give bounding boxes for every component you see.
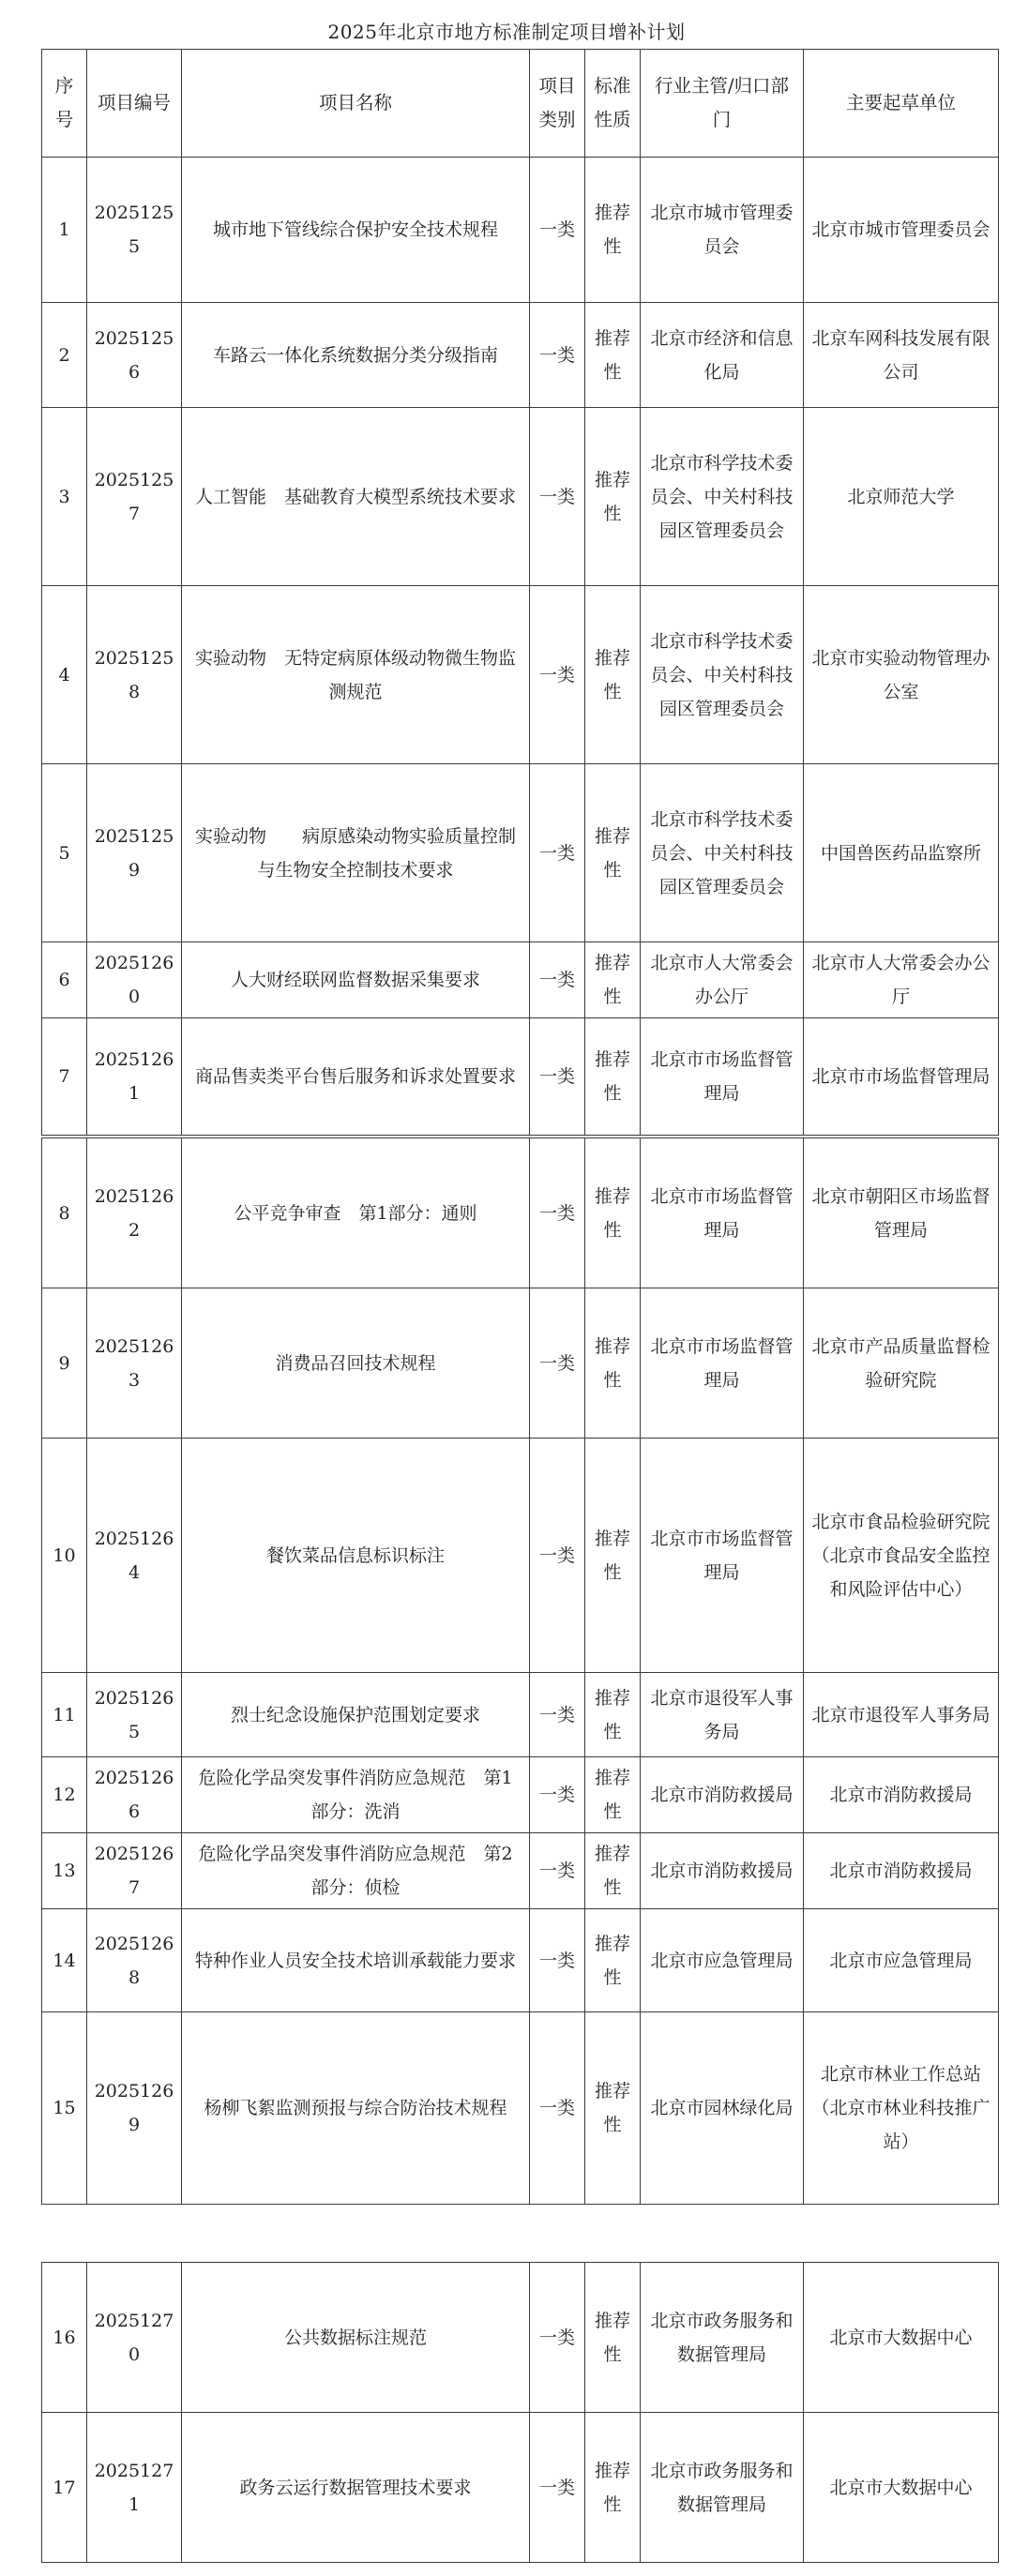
- cell-category: 一类: [530, 1439, 585, 1673]
- cell-category: 一类: [530, 408, 585, 586]
- table-row: [42, 2413, 999, 2563]
- standards-table-page-1: [41, 49, 998, 1136]
- cell-drafter: 北京市大数据中心: [804, 2413, 999, 2563]
- cell-project-code: 20251262: [87, 1138, 182, 1288]
- cell-dept: 北京市城市管理委员会: [641, 158, 804, 303]
- cell-project-code: 20251255: [87, 158, 182, 303]
- cell-project-code: 20251256: [87, 303, 182, 408]
- cell-drafter: 北京市大数据中心: [804, 2263, 999, 2413]
- cell-category: 一类: [530, 2012, 585, 2205]
- cell-seq: 5: [42, 764, 87, 942]
- cell-project-name: 餐饮菜品信息标识标注: [182, 1439, 530, 1673]
- cell-seq: 12: [42, 1757, 87, 1833]
- table-row: [42, 158, 999, 303]
- cell-category: 一类: [530, 1138, 585, 1288]
- cell-drafter: 北京市城市管理委员会: [804, 158, 999, 303]
- table-row: [42, 303, 999, 408]
- cell-dept: 北京市人大常委会办公厅: [641, 942, 804, 1018]
- header-name: 项目名称: [182, 50, 530, 158]
- cell-category: 一类: [530, 2413, 585, 2563]
- header-seq: 序号: [42, 50, 87, 158]
- cell-dept: 北京市市场监督管理局: [641, 1439, 804, 1673]
- cell-nature: 推荐性: [585, 1018, 641, 1136]
- cell-drafter: 北京市市场监督管理局: [804, 1018, 999, 1136]
- cell-dept: 北京市应急管理局: [641, 1909, 804, 2012]
- cell-project-code: 20251269: [87, 2012, 182, 2205]
- cell-dept: 北京市消防救援局: [641, 1833, 804, 1909]
- cell-drafter: 北京市应急管理局: [804, 1909, 999, 2012]
- standards-table-page-3: [41, 2262, 998, 2563]
- cell-nature: 推荐性: [585, 158, 641, 303]
- standards-table-page-2: [41, 1137, 998, 2205]
- cell-category: 一类: [530, 1673, 585, 1757]
- table-header-row: [42, 50, 999, 158]
- cell-project-code: 20251268: [87, 1909, 182, 2012]
- cell-seq: 3: [42, 408, 87, 586]
- header-nature: 标准性质: [585, 50, 641, 158]
- cell-nature: 推荐性: [585, 586, 641, 764]
- cell-nature: 推荐性: [585, 1138, 641, 1288]
- cell-nature: 推荐性: [585, 1288, 641, 1439]
- table-row: [42, 1138, 999, 1288]
- cell-project-code: 20251260: [87, 942, 182, 1018]
- cell-seq: 15: [42, 2012, 87, 2205]
- cell-project-name: 政务云运行数据管理技术要求: [182, 2413, 530, 2563]
- table-row: [42, 2263, 999, 2413]
- cell-project-name: 消费品召回技术规程: [182, 1288, 530, 1439]
- cell-nature: 推荐性: [585, 942, 641, 1018]
- cell-project-name: 危险化学品突发事件消防应急规范 第2部分：侦检: [182, 1833, 530, 1909]
- cell-seq: 7: [42, 1018, 87, 1136]
- table-row: [42, 1833, 999, 1909]
- table-row: [42, 1439, 999, 1673]
- cell-nature: 推荐性: [585, 1673, 641, 1757]
- cell-drafter: 北京市消防救援局: [804, 1757, 999, 1833]
- cell-project-code: 20251264: [87, 1439, 182, 1673]
- cell-drafter: 北京市退役军人事务局: [804, 1673, 999, 1757]
- cell-project-code: 20251271: [87, 2413, 182, 2563]
- cell-dept: 北京市科学技术委员会、中关村科技园区管理委员会: [641, 408, 804, 586]
- cell-drafter: 北京市实验动物管理办公室: [804, 586, 999, 764]
- cell-project-code: 20251259: [87, 764, 182, 942]
- cell-project-code: 20251263: [87, 1288, 182, 1439]
- cell-drafter: 北京车网科技发展有限公司: [804, 303, 999, 408]
- cell-seq: 11: [42, 1673, 87, 1757]
- cell-seq: 13: [42, 1833, 87, 1909]
- cell-category: 一类: [530, 2263, 585, 2413]
- cell-seq: 4: [42, 586, 87, 764]
- cell-nature: 推荐性: [585, 764, 641, 942]
- cell-project-name: 城市地下管线综合保护安全技术规程: [182, 158, 530, 303]
- cell-project-name: 公共数据标注规范: [182, 2263, 530, 2413]
- cell-category: 一类: [530, 764, 585, 942]
- cell-nature: 推荐性: [585, 1909, 641, 2012]
- table-row: [42, 764, 999, 942]
- cell-drafter: 北京市产品质量监督检验研究院: [804, 1288, 999, 1439]
- cell-seq: 9: [42, 1288, 87, 1439]
- cell-nature: 推荐性: [585, 1833, 641, 1909]
- cell-dept: 北京市市场监督管理局: [641, 1138, 804, 1288]
- cell-seq: 17: [42, 2413, 87, 2563]
- cell-project-name: 公平竞争审查 第1部分：通则: [182, 1138, 530, 1288]
- cell-seq: 14: [42, 1909, 87, 2012]
- cell-dept: 北京市市场监督管理局: [641, 1288, 804, 1439]
- page-title: 2025年北京市地方标准制定项目增补计划: [327, 21, 686, 43]
- table-row: [42, 1673, 999, 1757]
- cell-dept: 北京市科学技术委员会、中关村科技园区管理委员会: [641, 586, 804, 764]
- cell-dept: 北京市政务服务和数据管理局: [641, 2263, 804, 2413]
- cell-project-code: 20251270: [87, 2263, 182, 2413]
- cell-category: 一类: [530, 1909, 585, 2012]
- cell-project-name: 人工智能 基础教育大模型系统技术要求: [182, 408, 530, 586]
- cell-dept: 北京市经济和信息化局: [641, 303, 804, 408]
- cell-category: 一类: [530, 1018, 585, 1136]
- cell-project-name: 危险化学品突发事件消防应急规范 第1部分：洗消: [182, 1757, 530, 1833]
- table-row: [42, 1288, 999, 1439]
- cell-project-code: 20251258: [87, 586, 182, 764]
- cell-drafter: 北京市消防救援局: [804, 1833, 999, 1909]
- table-row: [42, 1909, 999, 2012]
- table-row: [42, 1018, 999, 1136]
- cell-category: 一类: [530, 303, 585, 408]
- cell-seq: 1: [42, 158, 87, 303]
- header-category: 项目类别: [530, 50, 585, 158]
- cell-seq: 2: [42, 303, 87, 408]
- cell-project-name: 杨柳飞絮监测预报与综合防治技术规程: [182, 2012, 530, 2205]
- cell-nature: 推荐性: [585, 2413, 641, 2563]
- cell-category: 一类: [530, 1833, 585, 1909]
- cell-dept: 北京市退役军人事务局: [641, 1673, 804, 1757]
- cell-nature: 推荐性: [585, 2012, 641, 2205]
- cell-drafter: 北京市人大常委会办公厅: [804, 942, 999, 1018]
- cell-nature: 推荐性: [585, 1439, 641, 1673]
- cell-seq: 10: [42, 1439, 87, 1673]
- cell-category: 一类: [530, 158, 585, 303]
- table-row: [42, 1757, 999, 1833]
- cell-category: 一类: [530, 942, 585, 1018]
- cell-nature: 推荐性: [585, 1757, 641, 1833]
- cell-seq: 8: [42, 1138, 87, 1288]
- table-row: [42, 586, 999, 764]
- cell-project-code: 20251257: [87, 408, 182, 586]
- cell-dept: 北京市园林绿化局: [641, 2012, 804, 2205]
- cell-dept: 北京市科学技术委员会、中关村科技园区管理委员会: [641, 764, 804, 942]
- cell-drafter: 北京市食品检验研究院（北京市食品安全监控和风险评估中心）: [804, 1439, 999, 1673]
- cell-project-name: 烈士纪念设施保护范围划定要求: [182, 1673, 530, 1757]
- cell-category: 一类: [530, 586, 585, 764]
- cell-seq: 16: [42, 2263, 87, 2413]
- cell-category: 一类: [530, 1757, 585, 1833]
- cell-project-code: 20251267: [87, 1833, 182, 1909]
- cell-nature: 推荐性: [585, 408, 641, 586]
- table-row: [42, 2012, 999, 2205]
- cell-nature: 推荐性: [585, 303, 641, 408]
- table-row: [42, 408, 999, 586]
- cell-drafter: 中国兽医药品监察所: [804, 764, 999, 942]
- cell-drafter: 北京市朝阳区市场监督管理局: [804, 1138, 999, 1288]
- cell-category: 一类: [530, 1288, 585, 1439]
- cell-dept: 北京市消防救援局: [641, 1757, 804, 1833]
- table-row: [42, 942, 999, 1018]
- header-code: 项目编号: [87, 50, 182, 158]
- cell-project-name: 特种作业人员安全技术培训承载能力要求: [182, 1909, 530, 2012]
- cell-project-name: 人大财经联网监督数据采集要求: [182, 942, 530, 1018]
- cell-project-name: 车路云一体化系统数据分类分级指南: [182, 303, 530, 408]
- cell-dept: 北京市市场监督管理局: [641, 1018, 804, 1136]
- cell-drafter: 北京师范大学: [804, 408, 999, 586]
- cell-project-code: 20251265: [87, 1673, 182, 1757]
- cell-project-name: 商品售卖类平台售后服务和诉求处置要求: [182, 1018, 530, 1136]
- cell-project-name: 实验动物 病原感染动物实验质量控制与生物安全控制技术要求: [182, 764, 530, 942]
- cell-project-code: 20251266: [87, 1757, 182, 1833]
- cell-seq: 6: [42, 942, 87, 1018]
- cell-nature: 推荐性: [585, 2263, 641, 2413]
- cell-project-name: 实验动物 无特定病原体级动物微生物监测规范: [182, 586, 530, 764]
- header-dept: 行业主管/归口部门: [641, 50, 804, 158]
- cell-project-code: 20251261: [87, 1018, 182, 1136]
- cell-drafter: 北京市林业工作总站（北京市林业科技推广站）: [804, 2012, 999, 2205]
- cell-dept: 北京市政务服务和数据管理局: [641, 2413, 804, 2563]
- header-drafter: 主要起草单位: [804, 50, 999, 158]
